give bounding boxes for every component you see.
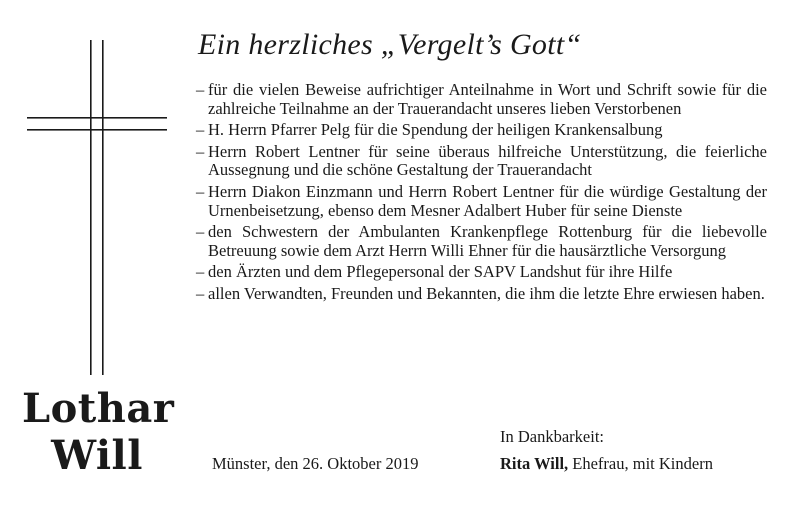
page-title: Ein herzliches „Vergelt’s Gott“	[198, 28, 582, 61]
list-item: – für die vielen Beweise aufrichtiger Anteilnahme in Wort und Schrift sowie für die zahlreiche Teilnahme an der Trauerandacht unseres lieben Verstorbenen	[196, 81, 767, 118]
cross-icon	[27, 40, 167, 375]
thanks-list	[196, 81, 767, 307]
list-item: – H. Herrn Pfarrer Pelg für die Spendung der heiligen Krankensalbung	[196, 121, 767, 140]
list-item: – Herrn Diakon Einzmann und Herrn Robert Lentner für die würdige Gestaltung der Urnenbeisetzung, ebenso dem Mesner Adalbert Huber für seine Dienste	[196, 183, 767, 220]
list-item: – den Ärzten und dem Pflegepersonal der SAPV Landshut für ihre Hilfe	[196, 263, 767, 282]
place-date: Münster, den 26. Oktober 2019	[212, 454, 419, 473]
signature	[500, 456, 713, 473]
signature-relation: Ehefrau, mit Kindern	[572, 454, 713, 473]
closing-phrase: In Dankbarkeit:	[500, 427, 605, 446]
deceased-first-name: Lothar	[22, 385, 175, 432]
deceased-last-name: Will	[51, 432, 143, 479]
list-item: – Herrn Robert Lentner für seine überaus hilfreiche Unterstützung, die feierliche Aussegnung und die schöne Gestaltung der Trauerandacht	[196, 143, 767, 180]
signature-name: Rita Will,	[500, 454, 569, 473]
list-item: – allen Verwandten, Freunden und Bekannten, die ihm die letzte Ehre erwiesen haben.	[196, 285, 767, 304]
list-item: – den Schwestern der Ambulanten Krankenpflege Rottenburg für die liebevolle Betreuung sowie dem Arzt Herrn Willi Ehner für die hausärztliche Versorgung	[196, 223, 767, 260]
